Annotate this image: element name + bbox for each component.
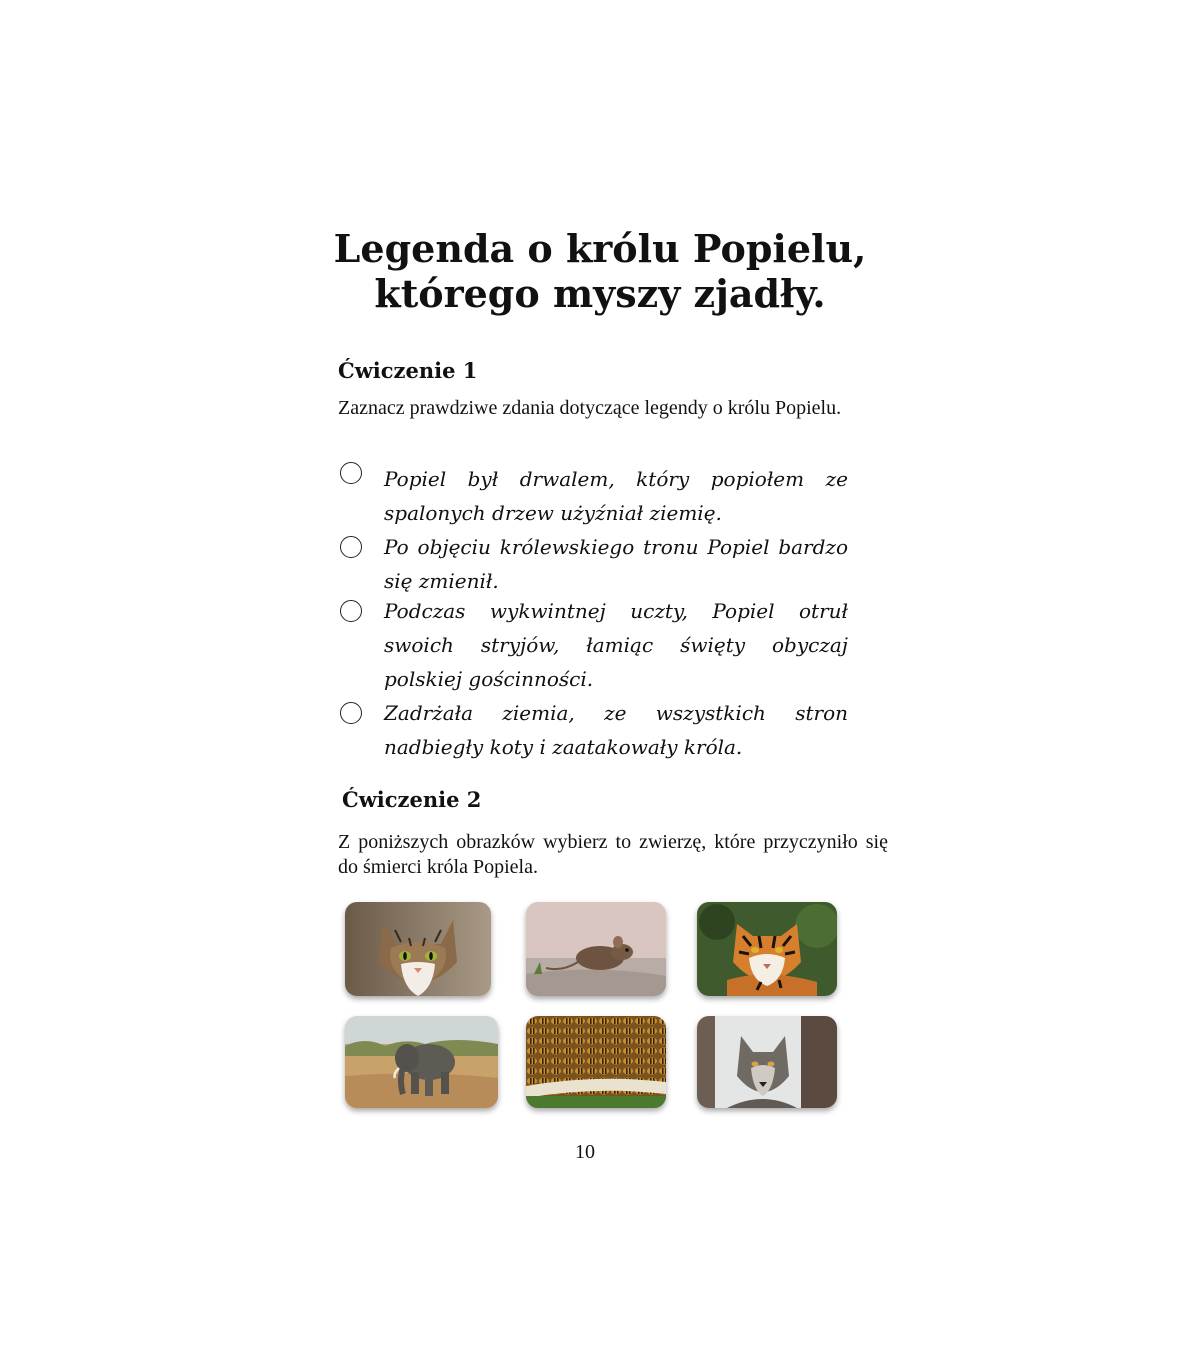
option-3-text: Podczas wykwintnej uczty, Popiel otruł swoich stryjów, łamiąc święty obyczaj polskiej gościnności. — [384, 599, 848, 691]
mouse-picture[interactable] — [526, 902, 666, 996]
option-3-radio[interactable] — [340, 600, 362, 622]
title-line-1: Legenda o królu Popielu, — [333, 226, 867, 271]
page-title — [0, 226, 1200, 316]
bees-picture[interactable] — [526, 1016, 666, 1108]
option-4-text: Zadrżała ziemia, ze wszystkich stron nadbiegły koty i zaatakowały króla. — [384, 701, 848, 759]
title-line-2: którego myszy zjadły. — [374, 271, 826, 316]
option-2-text: Po objęciu królewskiego tronu Popiel bardzo się zmienił. — [384, 535, 848, 593]
tiger-picture[interactable] — [697, 902, 837, 996]
elephant-picture[interactable] — [345, 1016, 498, 1108]
option-1-text: Popiel był drwalem, który popiołem ze spalonych drzew użyźniał ziemię. — [384, 467, 848, 525]
page-number: 10 — [575, 1141, 595, 1163]
exercise-2-heading: Ćwiczenie 2 — [342, 787, 482, 812]
wolf-picture[interactable] — [697, 1016, 837, 1108]
exercise-1-instruction: Zaznacz prawdziwe zdania dotyczące legendy o królu Popielu. — [338, 397, 842, 419]
exercise-1-heading: Ćwiczenie 1 — [338, 358, 478, 383]
exercise-2-instruction: Z poniższych obrazków wybierz to zwierzę, które przyczyniło się do śmierci króla Popiela. — [338, 831, 888, 878]
option-4-radio[interactable] — [340, 702, 362, 724]
option-2-radio[interactable] — [340, 536, 362, 558]
cat-picture[interactable] — [345, 902, 491, 996]
option-1-radio[interactable] — [340, 462, 362, 484]
